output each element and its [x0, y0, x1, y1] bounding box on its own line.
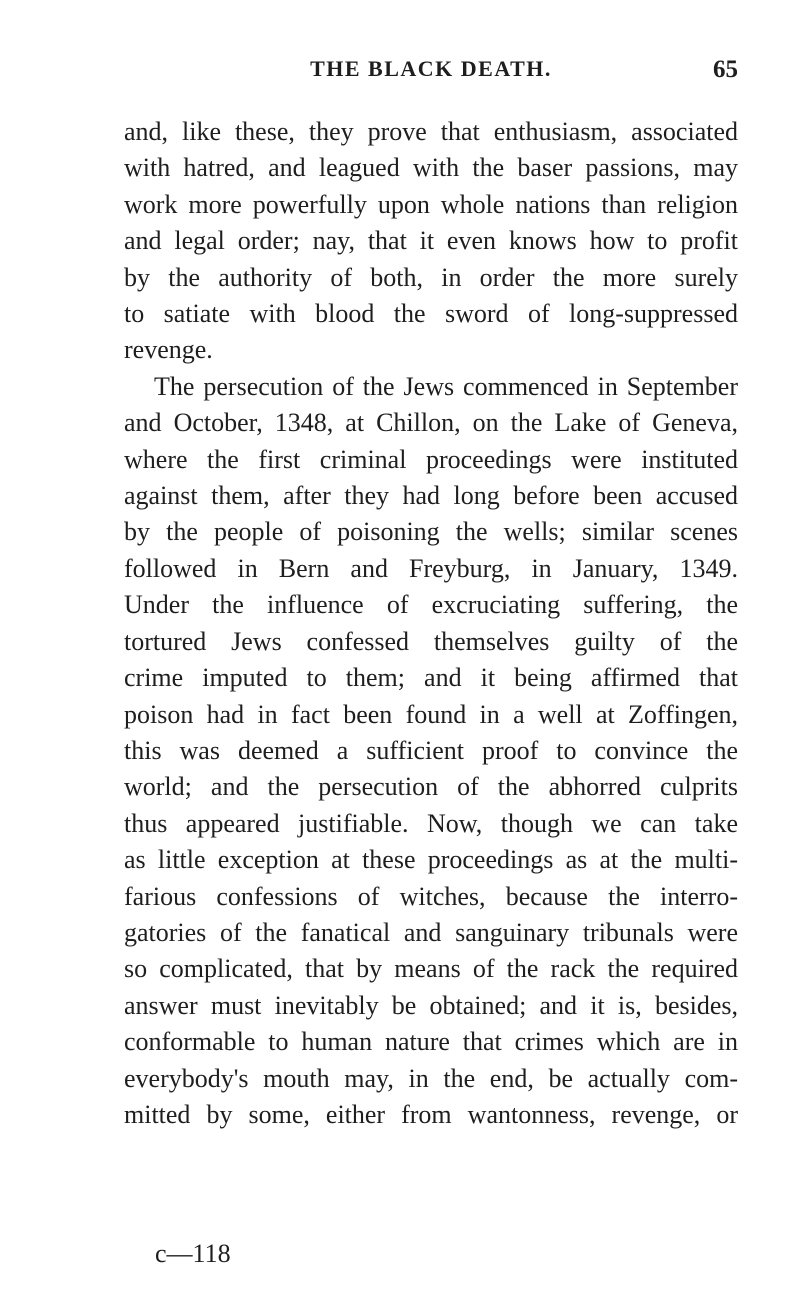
text-line: against them, after they had long before been accused: [124, 481, 738, 511]
text-line: Under the influence of excruciating suffering, the: [124, 590, 738, 620]
text-line: conformable to human nature that crimes which are in: [124, 1027, 738, 1057]
text-line: tortured Jews confessed themselves guilty of the: [124, 626, 738, 656]
text-line: farious confessions of witches, because the interro-: [124, 881, 738, 911]
text-line: The persecution of the Jews commenced in September: [154, 371, 738, 401]
body-text: [124, 114, 738, 1133]
text-line: work more powerfully upon whole nations than religion: [124, 189, 738, 219]
text-line: revenge.: [124, 335, 213, 365]
text-line: where the first criminal proceedings were instituted: [124, 444, 738, 474]
text-line: this was deemed a sufficient proof to convince the: [124, 735, 738, 765]
page-number: 65: [713, 56, 738, 83]
text-line: poison had in fact been found in a well at Zoffingen,: [124, 699, 738, 729]
text-line: by the people of poisoning the wells; similar scenes: [124, 517, 738, 547]
text-line: crime imputed to them; and it being affirmed that: [124, 663, 738, 693]
text-line: and October, 1348, at Chillon, on the Lake of Geneva,: [124, 408, 738, 438]
running-head: [124, 56, 738, 92]
running-title: THE BLACK DEATH.: [310, 56, 552, 81]
text-line: to satiate with blood the sword of long-suppressed: [124, 299, 738, 329]
text-line: so complicated, that by means of the rack the required: [124, 954, 738, 984]
text-line: everybody's mouth may, in the end, be actually com-: [124, 1063, 738, 1093]
text-line: mitted by some, either from wantonness, revenge, or: [124, 1099, 738, 1129]
text-line: and, like these, they prove that enthusiasm, associated: [124, 117, 738, 146]
signature-mark: c—118: [155, 1239, 231, 1268]
text-line: with hatred, and leagued with the baser passions, may: [124, 153, 738, 183]
text-line: thus appeared justifiable. Now, though we can take: [124, 808, 738, 838]
text-line: world; and the persecution of the abhorred culprits: [124, 772, 738, 802]
text-line: answer must inevitably be obtained; and it is, besides,: [124, 990, 738, 1020]
text-line: gatories of the fanatical and sanguinary tribunals were: [124, 917, 738, 947]
text-line: and legal order; nay, that it even knows how to profit: [124, 226, 738, 256]
text-line: followed in Bern and Freyburg, in January, 1349.: [124, 553, 738, 583]
text-line: by the authority of both, in order the more surely: [124, 262, 738, 292]
text-line: as little exception at these proceedings as at the multi-: [124, 845, 738, 875]
